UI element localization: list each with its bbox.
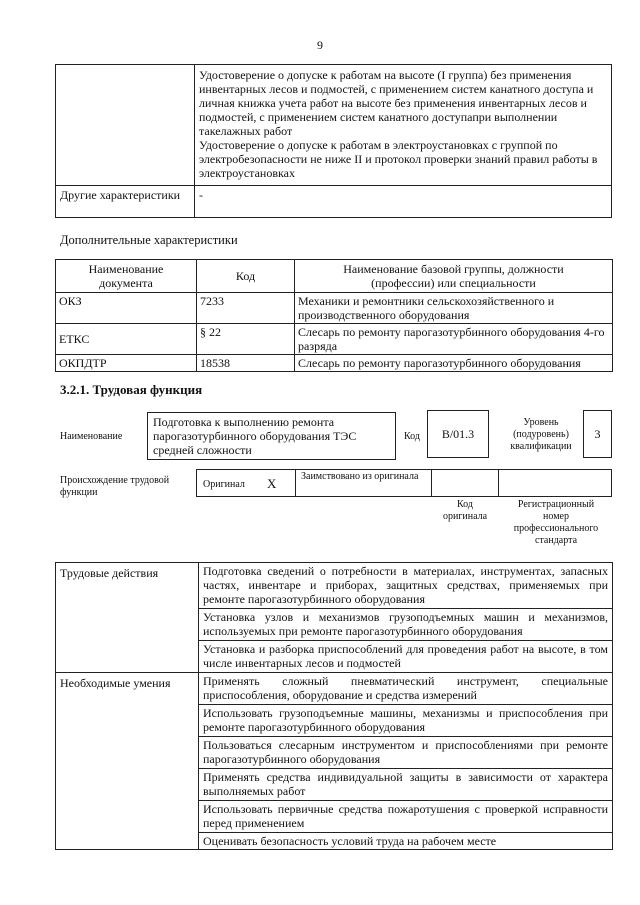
table-cell: 18538 [197, 355, 295, 372]
function-code-label: Код [404, 431, 420, 442]
additional-characteristics-title: Дополнительные характеристики [60, 233, 238, 247]
table-header-row [56, 260, 613, 293]
labor-action: Установка и разборка приспособлений для проведения работ на высоте, в том числе инвентарных лесов и подмостей [199, 641, 613, 673]
page-number: 9 [317, 38, 323, 52]
qualification-level-label: Уровень (подуровень) квалификации [510, 417, 572, 452]
column-header: Код [197, 260, 295, 293]
origin-divider-1 [295, 469, 296, 497]
other-characteristics-label: Другие характеристики [56, 186, 195, 218]
original-label: Оригинал [203, 479, 245, 490]
skill: Использовать грузоподъемные машины, механизмы и приспособления при ремонте парогазотурбинного оборудования [199, 705, 613, 737]
skill: Пользоваться слесарным инструментом и приспособлениями при ремонте парогазотурбинного оборудования [199, 737, 613, 769]
table-cell: Механики и ремонтники сельскохозяйственного и производственного оборудования [295, 293, 613, 324]
original-mark: Х [267, 476, 277, 491]
permits-text: Удостоверение о допуске к работам на высоте (I группа) без применения инвентарных лесов и подмостей, с применением систем канатного доступа и личная книжка учета работ на высоте без применения инвентарных лесов и подмостей, с применением систем канатного доступапри выполнении такелажных работ Удостоверение о допуске к работам в электроустановках с группой по электробезопасности не ниже II и протокол проверки знаний правил работы в электроустановках [195, 65, 612, 186]
table-cell: 7233 [197, 293, 295, 324]
table-row [56, 293, 613, 324]
registration-number-caption: Регистрационный номер профессионального стандарта [513, 499, 599, 546]
other-characteristics-value: - [195, 186, 612, 218]
code-original-caption: Код оригинала [442, 499, 488, 522]
function-code-box [427, 410, 489, 458]
origin-label: Происхождение трудовой функции [60, 475, 170, 498]
table-cell: § 22 [197, 324, 295, 355]
empty-cell [56, 65, 195, 186]
table-cell: Слесарь по ремонту парогазотурбинного оборудования [295, 355, 613, 372]
function-name-box [147, 412, 396, 460]
qualification-level-value: 3 [594, 427, 601, 441]
section-title: 3.2.1. Трудовая функция [60, 382, 203, 397]
function-name-value: Подготовка к выполнению ремонта парогазотурбинного оборудования ТЭС средней сложности [153, 415, 357, 457]
skill: Применять сложный пневматический инструмент, специальные приспособления, оборудование и средства измерений [199, 673, 613, 705]
function-code-value: В/01.3 [441, 427, 475, 441]
labor-action: Подготовка сведений о потребности в материалах, инструментах, запасных частях, инвентаре и приборах, защитных средствах, применяемых при ремонте парогазотурбинного оборудования [199, 563, 613, 609]
additional-characteristics-table [55, 259, 613, 372]
table-cell: ОКЗ [56, 293, 197, 324]
table-row [56, 324, 613, 355]
column-header: Наименование базовой группы, должности (профессии) или специальности [295, 260, 613, 293]
origin-divider-3 [498, 469, 499, 497]
borrowed-label: Заимствовано из оригинала [301, 471, 419, 482]
table-cell: ЕТКС [56, 324, 197, 355]
table-row [56, 563, 613, 609]
column-header: Наименование документа [56, 260, 197, 293]
function-name-label: Наименование [60, 431, 123, 442]
table-row [56, 186, 612, 218]
skill: Оценивать безопасность условий труда на рабочем месте [199, 833, 613, 850]
labor-action: Установка узлов и механизмов грузоподъемных машин и механизмов, используемых при ремонте парогазотурбинного оборудования [199, 609, 613, 641]
table-cell: ОКПДТР [56, 355, 197, 372]
qualification-level-box [583, 410, 612, 458]
skills-label: Необходимые умения [56, 673, 199, 850]
table-row [56, 673, 613, 705]
skill: Использовать первичные средства пожаротушения с проверкой исправности перед применением [199, 801, 613, 833]
requirements-table [55, 64, 612, 218]
labor-actions-label: Трудовые действия [56, 563, 199, 673]
origin-divider-2 [431, 469, 432, 497]
skill: Применять средства индивидуальной защиты в зависимости от характера выполняемых работ [199, 769, 613, 801]
table-cell: Слесарь по ремонту парогазотурбинного оборудования 4-го разряда [295, 324, 613, 355]
table-row [56, 355, 613, 372]
labor-actions-table [55, 562, 613, 850]
table-row [56, 65, 612, 186]
